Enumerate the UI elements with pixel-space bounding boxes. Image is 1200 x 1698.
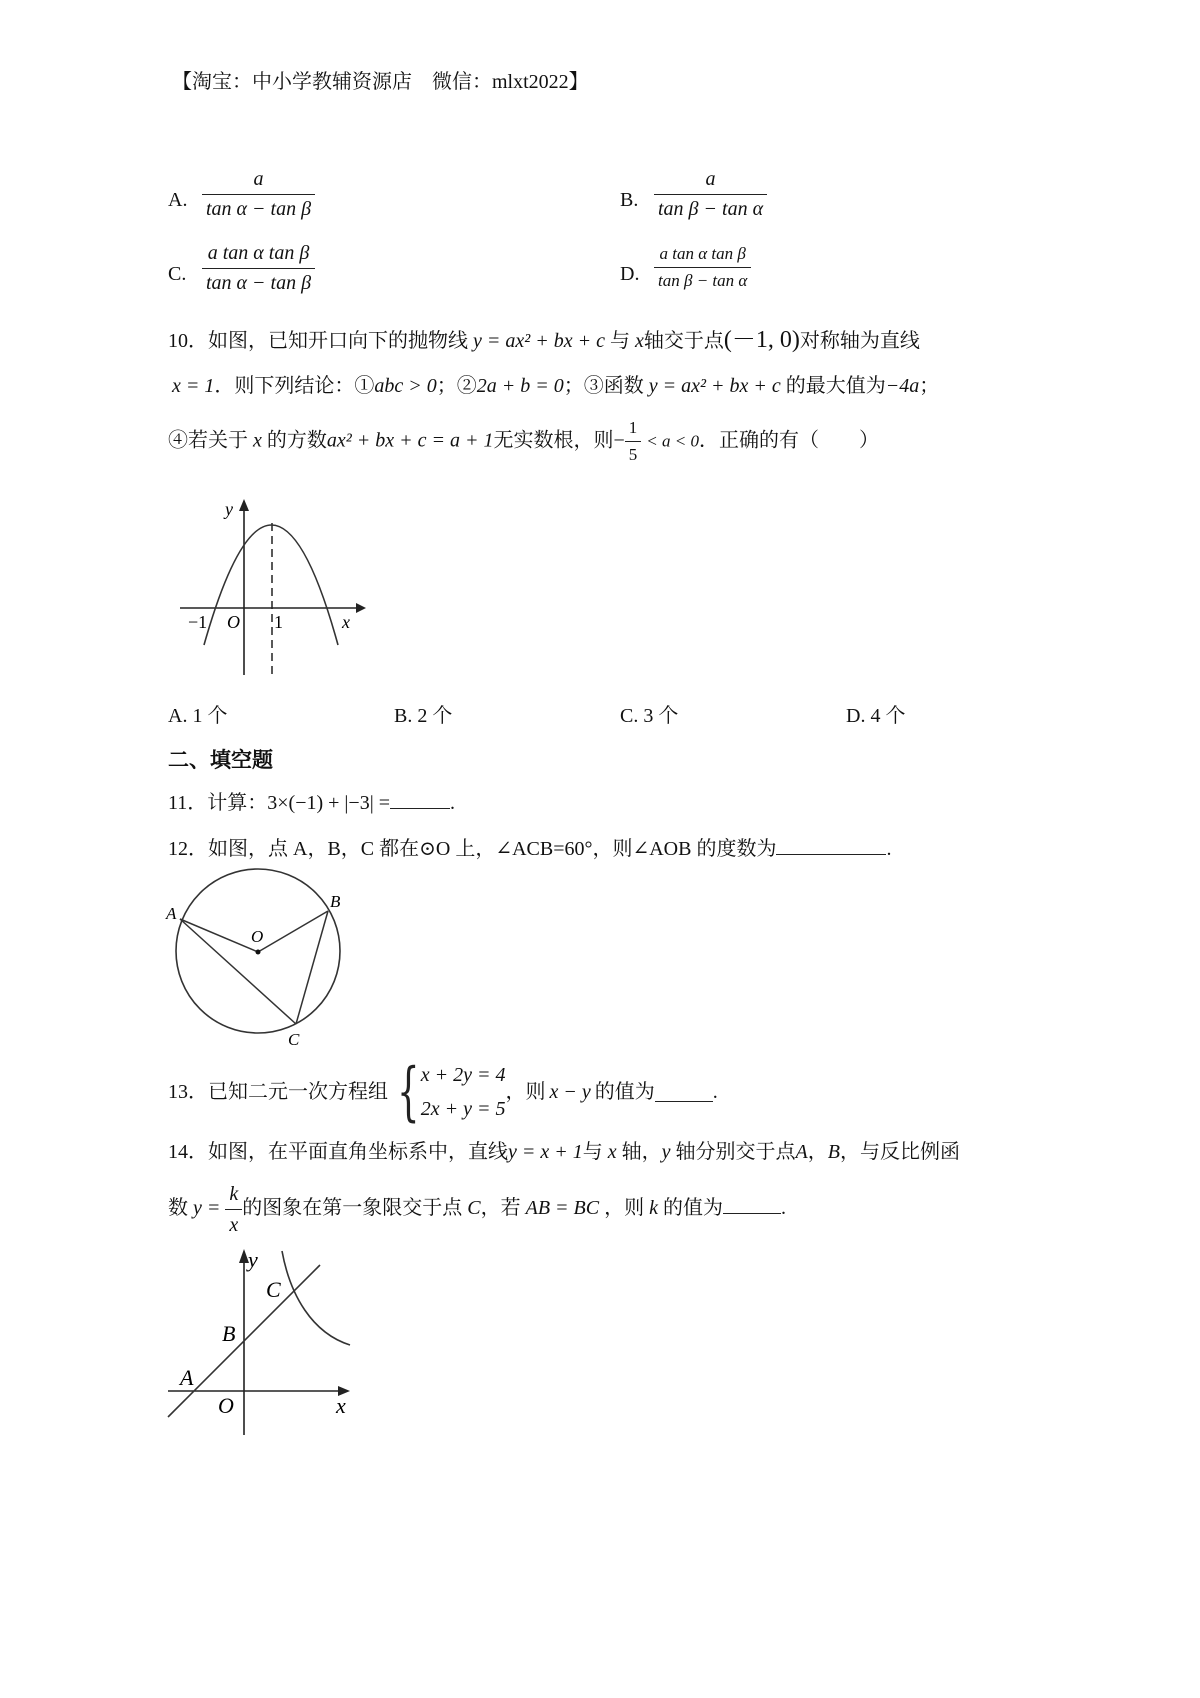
q13-answer-blank[interactable] bbox=[655, 1083, 713, 1102]
q12-circle-figure bbox=[160, 865, 360, 1050]
q12-segment-bc bbox=[296, 911, 328, 1024]
q10-parabola-curve bbox=[204, 525, 338, 645]
q10-text: ； bbox=[919, 375, 940, 397]
q14-var: B bbox=[827, 1141, 840, 1163]
q14-answer-blank[interactable] bbox=[723, 1195, 781, 1214]
q10-graph-origin-label: O bbox=[227, 612, 240, 632]
q10-math: − bbox=[613, 429, 625, 452]
q9-d-numerator: a tan α tan β bbox=[659, 244, 746, 263]
q12 bbox=[168, 836, 891, 861]
q10-option-d: D. 4 个 bbox=[846, 705, 906, 727]
q9-b-numerator: a bbox=[705, 168, 716, 190]
q9-b-denominator: tan β − tan α bbox=[654, 194, 767, 221]
q14-label-c: C bbox=[266, 1277, 281, 1302]
section-heading-fill-blank: 二、填空题 bbox=[168, 748, 273, 772]
q10-text: ；③函数 bbox=[563, 375, 644, 397]
q14-fraction bbox=[225, 1182, 242, 1237]
q14-frac-num: k bbox=[229, 1183, 239, 1205]
q13-text: ，则 bbox=[505, 1081, 546, 1103]
q10-text: 的方数 bbox=[266, 429, 327, 452]
q10-text: 10．如图，已知开口向下的抛物线 bbox=[168, 330, 468, 352]
q14-line-eq: y = x + 1 bbox=[508, 1141, 583, 1163]
q9-c-denominator: tan α − tan β bbox=[202, 268, 315, 295]
q10-x-axis-arrow bbox=[356, 603, 366, 613]
q9-option-d bbox=[654, 244, 751, 291]
q14-text: 数 bbox=[168, 1197, 188, 1220]
q10-math: ax² + bx + c = a + 1 bbox=[326, 429, 494, 452]
q14-math: AB = BC bbox=[525, 1197, 600, 1220]
q10-var: x bbox=[635, 330, 644, 352]
q14-text: ， bbox=[807, 1141, 828, 1163]
q10-parabola-eq: y = ax² + bx + c bbox=[473, 330, 605, 352]
q12-label-b: B bbox=[330, 892, 341, 911]
q11-answer-blank[interactable] bbox=[390, 790, 450, 809]
q9-c-numerator: a tan α tan β bbox=[207, 242, 310, 264]
q13-expression: x − y bbox=[549, 1081, 591, 1103]
q12-label-c: C bbox=[288, 1030, 300, 1049]
q10-text: 轴交于点 bbox=[643, 330, 724, 352]
q11 bbox=[168, 790, 455, 815]
q14-var: y bbox=[661, 1141, 671, 1163]
q14-hyperbola bbox=[282, 1251, 350, 1345]
q14-line1 bbox=[168, 1140, 960, 1164]
q13-equation-system bbox=[388, 1055, 506, 1129]
q10-graph-neg1-label: −1 bbox=[188, 612, 208, 632]
q14-var: A bbox=[795, 1141, 808, 1163]
q14-line2 bbox=[168, 1182, 786, 1237]
q10-parabola-graph bbox=[170, 495, 370, 685]
q14-text: 14．如图，在平面直角坐标系中，直线 bbox=[168, 1141, 508, 1163]
q10-text: ．则下列结论：① bbox=[214, 375, 375, 397]
q14-frac-den: x bbox=[225, 1209, 242, 1237]
q12-label-a: A bbox=[166, 904, 177, 923]
q14-var: C bbox=[467, 1197, 481, 1220]
q10-frac-den: 5 bbox=[625, 441, 642, 465]
q9-option-d-label: D. bbox=[620, 263, 640, 285]
q10-math: abc > 0 bbox=[374, 375, 437, 397]
q13-equation-2: 2x + y = 5 bbox=[420, 1098, 506, 1120]
q11-text: . bbox=[450, 792, 455, 814]
q10-fraction bbox=[625, 418, 642, 466]
q10-option-c: C. 3 个 bbox=[620, 705, 679, 727]
q13 bbox=[168, 1055, 718, 1129]
q14-var: k bbox=[649, 1197, 658, 1220]
q10-graph-1-label: 1 bbox=[274, 612, 283, 632]
q10-math: < a < 0 bbox=[646, 431, 699, 451]
q13-text: 13．已知二元一次方程组 bbox=[168, 1081, 388, 1103]
q14-var: x bbox=[607, 1141, 617, 1163]
q9-option-a-label: A. bbox=[168, 189, 188, 211]
q10-math: −4a bbox=[885, 375, 920, 397]
q10-option-b: B. 2 个 bbox=[394, 705, 453, 727]
q9-a-denominator: tan α − tan β bbox=[202, 194, 315, 221]
q10-frac-num: 1 bbox=[628, 418, 638, 437]
q10-point: (－1, 0) bbox=[723, 327, 800, 353]
q14-text: 与 bbox=[582, 1141, 603, 1163]
q10-text: ；② bbox=[436, 375, 477, 397]
q14-coordinate-graph bbox=[160, 1245, 370, 1445]
q10-y-axis-arrow bbox=[239, 499, 249, 511]
q10-graph-x-label: x bbox=[342, 612, 350, 632]
q14-text: 轴分别交于点 bbox=[675, 1141, 796, 1163]
q13-text: 的值为 bbox=[594, 1081, 655, 1103]
q9-option-b-label: B. bbox=[620, 189, 639, 211]
q13-text: . bbox=[712, 1081, 718, 1103]
q10-line3 bbox=[168, 418, 879, 466]
q12-segment-ac bbox=[180, 919, 296, 1024]
q11-expression: 3×(−1) + |−3| = bbox=[267, 792, 390, 814]
q13-equation-1: x + 2y = 4 bbox=[420, 1064, 506, 1086]
q12-label-o: O bbox=[251, 927, 264, 946]
q14-graph-y-label: y bbox=[248, 1247, 258, 1272]
page-header: 【淘宝：中小学教辅资源店 微信：mlxt2022】 bbox=[172, 71, 589, 93]
q10-math: 2a + b = 0 bbox=[476, 375, 564, 397]
q9-d-denominator: tan β − tan α bbox=[654, 267, 751, 291]
q14-label-a: A bbox=[180, 1365, 194, 1390]
q9-option-a bbox=[202, 168, 315, 221]
q12-center-point bbox=[256, 950, 261, 955]
q12-text: . bbox=[886, 838, 892, 860]
q10-text: 与 bbox=[610, 330, 630, 352]
q10-var: x bbox=[253, 429, 262, 452]
q13-brace: { bbox=[397, 1055, 420, 1129]
q10-math: y = ax² + bx + c bbox=[648, 375, 781, 397]
q14-text: 轴， bbox=[621, 1141, 662, 1163]
q9-option-c-label: C. bbox=[168, 263, 187, 285]
q10-option-a: A. 1 个 bbox=[168, 705, 228, 727]
q9-a-numerator: a bbox=[253, 168, 264, 190]
q14-label-b: B bbox=[222, 1321, 236, 1346]
q12-segment-ao bbox=[180, 919, 258, 952]
q14-label-o: O bbox=[218, 1393, 234, 1418]
q10-text: 的最大值为 bbox=[785, 375, 886, 397]
q10-text: ④若关于 bbox=[168, 429, 248, 452]
q14-graph-x-label: x bbox=[336, 1393, 346, 1418]
q10-axis-eq: x = 1 bbox=[172, 375, 215, 397]
q11-text: 11．计算： bbox=[168, 792, 268, 814]
q14-text: 的值为 bbox=[663, 1197, 723, 1220]
q10-text: ．正确的有（ ） bbox=[699, 429, 879, 452]
q14-math: y = bbox=[193, 1197, 221, 1220]
q10-text: 无实数根，则 bbox=[493, 429, 614, 452]
q12-text: 12．如图，点 A，B，C 都在⊙O 上，∠ACB=60°，则∠AOB 的度数为 bbox=[168, 838, 777, 860]
q14-text: ，与反比例函 bbox=[839, 1141, 960, 1163]
q9-option-b bbox=[654, 168, 767, 221]
q10-line1 bbox=[168, 326, 920, 355]
q14-text: 的图象在第一象限交于点 bbox=[242, 1197, 463, 1220]
q12-answer-blank[interactable] bbox=[776, 836, 886, 855]
q10-line2 bbox=[172, 374, 939, 398]
q14-text: . bbox=[781, 1197, 786, 1220]
q14-text: ，则 bbox=[604, 1197, 645, 1220]
q10-text: 对称轴为直线 bbox=[799, 330, 920, 352]
q9-option-c bbox=[202, 242, 315, 295]
q14-text: ，若 bbox=[480, 1197, 521, 1220]
q10-graph-y-label: y bbox=[225, 499, 233, 519]
